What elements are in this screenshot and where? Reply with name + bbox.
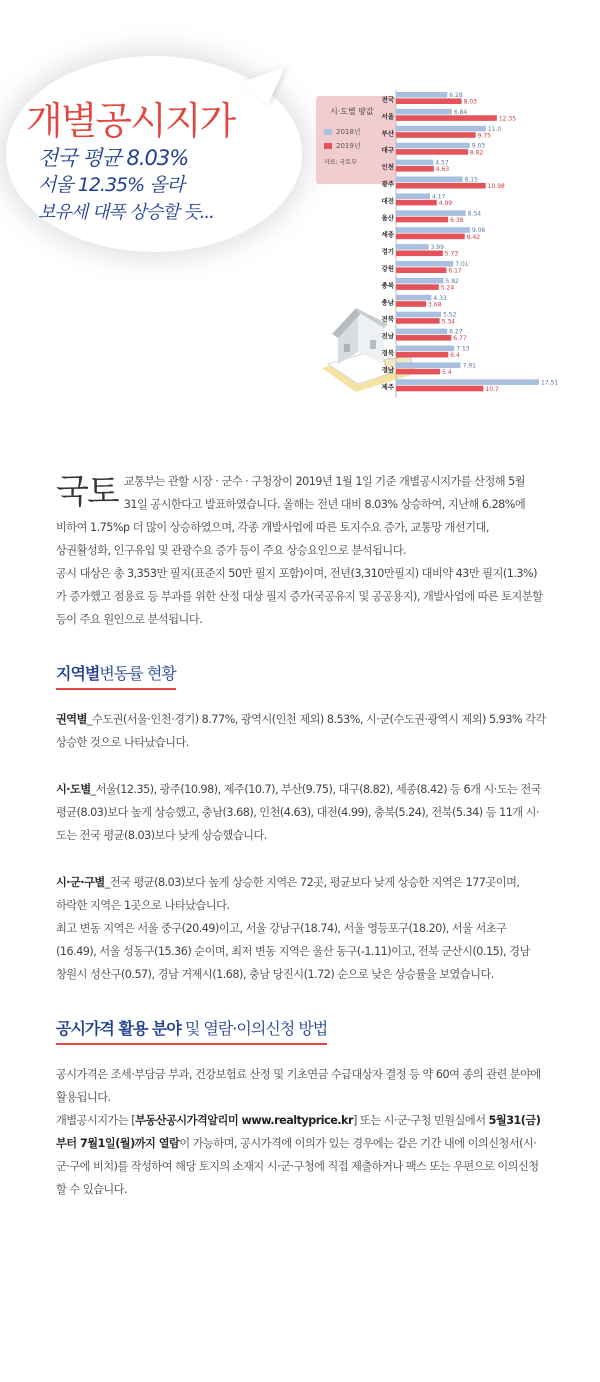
category-label: 서울 bbox=[381, 112, 394, 121]
bar-2018 bbox=[396, 109, 452, 115]
bar-2018 bbox=[396, 160, 433, 166]
label-by-province: 시·도별 bbox=[56, 783, 91, 796]
value-label-2019: 4.63 bbox=[435, 166, 450, 174]
bar-2019 bbox=[396, 132, 476, 138]
text-by-province: _서울(12.35), 광주(10.98), 제주(10.7), 부산(9.75), 대구(8.82), 세종(8.42) 등 6개 시·도는 전국 평균(8.03)보다 높게 상승했고, 충남(3.68), 인천(4.63), 대전(4.99), 충북(5.24), 전북(5.34) 등 11개 시·도는 전국 평균(8.03)보다 낮게 상승했습니다. bbox=[56, 783, 542, 842]
value-label-2018: 4.57 bbox=[435, 159, 449, 167]
section-title-usage-rest: 및 열람·이의신청 방법 bbox=[180, 1019, 328, 1038]
value-label-2019: 10.7 bbox=[485, 385, 499, 393]
hero-subtitle-tax: 보유세 대폭 상승할 듯... bbox=[38, 202, 214, 223]
inspection-period: 5월31(금)부터 7월1일(월)까지 열람 bbox=[56, 1114, 541, 1150]
value-label-2018: 7.13 bbox=[456, 345, 470, 353]
hero-title: 개별공시지가 bbox=[26, 99, 235, 143]
bar-2019 bbox=[396, 149, 468, 155]
inspection-text-c: ] 또는 시·군·구청 민원실에서 bbox=[353, 1114, 489, 1127]
bar-2019 bbox=[396, 369, 440, 375]
value-label-2019: 12.35 bbox=[498, 115, 517, 123]
bar-2018 bbox=[396, 126, 486, 132]
value-label-2019: 4.99 bbox=[438, 200, 453, 207]
category-label: 부산 bbox=[381, 129, 394, 138]
value-label-2018: 6.28 bbox=[449, 92, 463, 99]
section-title-usage-bold: 공시가격 활용 분야 bbox=[56, 1019, 181, 1038]
lead-paragraph bbox=[56, 470, 546, 562]
region-bar-chart bbox=[0, 0, 600, 440]
bar-2018 bbox=[396, 329, 447, 335]
bar-2019 bbox=[396, 217, 448, 223]
lead-text: 교통부는 관할 시장 · 군수 · 구청장이 2019년 1월 1일 기준 개별공시지가를 산정해 5월 31일 공시한다고 발표하였습니다. 올해는 전년 대비 8.03% 상승하여, 지난해 6.28%에 비하여 1.75%p 더 많이 상승하였으며, 각종 개발사업에 따른 토지수요 증가, 교통망 개선기대, 상권활성화, 인구유입 및 관광수요 증가 등이 주요 상승요인으로 분석됩니다. bbox=[56, 475, 526, 557]
value-label-2018: 6.27 bbox=[449, 328, 463, 336]
value-label-2019: 5.4 bbox=[442, 369, 452, 376]
value-label-2018: 17.51 bbox=[541, 379, 559, 387]
value-label-2019: 5.73 bbox=[444, 250, 459, 258]
value-label-2019: 8.42 bbox=[466, 233, 481, 241]
value-label-2018: 8.54 bbox=[467, 210, 482, 218]
value-label-2019: 5.34 bbox=[441, 318, 455, 326]
paragraph-by-district bbox=[56, 871, 546, 917]
paragraph-by-province bbox=[56, 778, 546, 847]
value-label-2018: 6.84 bbox=[453, 108, 468, 116]
value-label-2018: 11.0 bbox=[487, 125, 502, 133]
bar-2019 bbox=[396, 284, 439, 290]
value-label-2018: 9.03 bbox=[471, 142, 486, 150]
value-label-2018: 7.91 bbox=[462, 362, 476, 370]
value-label-2018: 7.01 bbox=[455, 261, 469, 268]
inspection-text-e: 이 가능하며, 공시가격에 이의가 있는 경우에는 같은 기간 내에 이의신청서(시·군·구에 비치)를 작성하여 해당 토지의 소재지 시·군·구청에 직접 제출하거나 팩스 또는 우편으로 이의신청 할 수 있습니다. bbox=[56, 1137, 539, 1196]
section-title-regional-rest: 변동률 현황 bbox=[99, 664, 176, 683]
text-by-district: _전국 평균(8.03)보다 높게 상승한 지역은 72곳, 평균보다 낮게 상승한 지역은 177곳이며, 하락한 지역은 1곳으로 나타났습니다. bbox=[56, 876, 520, 912]
text-by-zone: _수도권(서울·인천·경기) 8.77%, 광역시(인천 제외) 8.53%, 시·군(수도권·광역시 제외) 5.93% 각각 상승한 것으로 나타났습니다. bbox=[56, 713, 546, 749]
inspection-text-a: 개별공시지가는 [ bbox=[56, 1114, 136, 1127]
bar-2018 bbox=[396, 362, 461, 368]
bar-2018 bbox=[396, 278, 444, 284]
bar-2018 bbox=[396, 193, 430, 199]
value-label-2019: 6.4 bbox=[450, 352, 460, 360]
value-label-2019: 8.82 bbox=[470, 149, 484, 157]
value-label-2018: 8.15 bbox=[464, 176, 478, 184]
bar-2019 bbox=[396, 318, 440, 324]
value-label-2019: 3.68 bbox=[428, 301, 442, 309]
category-label: 전남 bbox=[381, 332, 394, 341]
bar-2018 bbox=[396, 295, 431, 301]
lead-paragraph-2: 공시 대상은 총 3,353만 필지(표준지 50만 필지 포함)이며, 전년(3,310만필지) 대비약 43만 필지(1.3%)가 증가했고 점용료 등 부과를 위한 산정 대상 필지 증가(국공유지 및 공공용지), 개발사업에 따른 토지분할 등이 주요 원인으로 분석됩니다. bbox=[56, 567, 543, 626]
value-label-2019: 5.24 bbox=[440, 284, 455, 292]
bar-2019 bbox=[396, 183, 486, 189]
hero-subtitle-national: 전국 평균 8.03% bbox=[38, 146, 189, 170]
category-label: 충남 bbox=[381, 298, 394, 307]
category-label: 전북 bbox=[381, 315, 394, 324]
category-label: 광주 bbox=[381, 180, 394, 188]
paragraph-by-zone bbox=[56, 708, 546, 754]
value-label-2018: 4.17 bbox=[432, 193, 446, 201]
category-label: 인천 bbox=[381, 163, 394, 172]
value-label-2018: 5.82 bbox=[445, 277, 459, 285]
value-label-2018: 9.06 bbox=[471, 227, 486, 235]
category-label: 강원 bbox=[381, 264, 394, 273]
bar-2019 bbox=[396, 98, 462, 104]
value-label-2019: 6.17 bbox=[448, 267, 462, 275]
category-label: 경북 bbox=[381, 349, 394, 357]
bar-2018 bbox=[396, 244, 429, 250]
section-title-usage bbox=[56, 1016, 327, 1045]
legend-label-2019: 2019년 bbox=[336, 142, 361, 150]
bar-2019 bbox=[396, 267, 446, 273]
hero-section bbox=[0, 0, 600, 440]
value-label-2019: 9.75 bbox=[477, 132, 491, 140]
bar-2018 bbox=[396, 312, 441, 318]
bar-2019 bbox=[396, 251, 443, 257]
value-label-2019: 8.03 bbox=[463, 98, 477, 106]
category-label: 제주 bbox=[381, 382, 394, 391]
value-label-2019: 10.98 bbox=[487, 183, 505, 191]
value-label-2019: 6.77 bbox=[453, 335, 467, 343]
bar-2018 bbox=[396, 346, 454, 352]
category-label: 대구 bbox=[381, 146, 394, 155]
legend-label-2018: 2018년 bbox=[336, 128, 361, 136]
section-title-regional bbox=[56, 661, 176, 690]
bar-2018 bbox=[396, 379, 539, 385]
category-label: 세종 bbox=[381, 230, 394, 239]
value-label-2018: 4.33 bbox=[433, 294, 447, 302]
value-label-2018: 5.52 bbox=[443, 311, 457, 319]
bar-2019 bbox=[396, 352, 448, 358]
paragraph-extremes: 최고 변동 지역은 서울 중구(20.49)이고, 서울 강남구(18.74), 서울 영등포구(18.20), 서울 서초구(16.49), 서울 성동구(15.36) 순이며, 최저 변동 지역은 울산 동구(-1.11)이고, 전북 군산시(0.15), 경남 창원시 성산구(0.57), 경남 거제시(1.68), 충남 당진시(1.72) 순으로 낮은 상승률을 보였습니다. bbox=[56, 922, 530, 981]
category-label: 경남 bbox=[381, 365, 394, 374]
realtyprice-link-text: 부동산공시가격알리미 www.realtyprice.kr bbox=[135, 1114, 354, 1127]
value-label-2018: 3.99 bbox=[430, 244, 444, 252]
bar-2019 bbox=[396, 166, 434, 172]
section-title-regional-bold: 지역별 bbox=[56, 664, 100, 683]
article-body bbox=[56, 470, 546, 1201]
bar-2019 bbox=[396, 301, 426, 307]
bar-2018 bbox=[396, 227, 470, 233]
category-label: 전국 bbox=[381, 95, 394, 104]
bar-2018 bbox=[396, 177, 463, 183]
bar-2019 bbox=[396, 234, 465, 240]
bar-2018 bbox=[396, 261, 453, 267]
bar-2019 bbox=[396, 386, 483, 392]
bar-2019 bbox=[396, 200, 437, 206]
value-label-2019: 6.38 bbox=[450, 216, 464, 224]
chart-marks bbox=[380, 92, 558, 393]
legend-title: 시·도별 땅값 bbox=[330, 107, 374, 116]
hero-subtitle-seoul: 서울 12.35% 올라 bbox=[38, 174, 184, 196]
bar-2018 bbox=[396, 143, 470, 149]
paragraph-inspection bbox=[56, 1109, 546, 1201]
label-by-zone: 권역별 bbox=[56, 713, 87, 726]
category-label: 대전 bbox=[381, 196, 394, 205]
bar-2018 bbox=[396, 92, 447, 98]
bar-2018 bbox=[396, 210, 466, 216]
legend-source: 자료: 국토부 bbox=[324, 159, 357, 166]
label-by-district: 시·군·구별 bbox=[56, 876, 105, 889]
bar-2019 bbox=[396, 115, 497, 121]
dropcap: 국토 bbox=[56, 472, 118, 512]
paragraph-usage: 공시가격은 조세·부담금 부과, 건강보험료 산정 및 기초연금 수급대상자 결정 등 약 60여 종의 관련 분야에 활용됩니다. bbox=[56, 1068, 541, 1104]
category-label: 충북 bbox=[381, 281, 394, 290]
category-label: 울산 bbox=[381, 213, 394, 222]
bar-2019 bbox=[396, 335, 451, 341]
category-label: 경기 bbox=[381, 247, 394, 256]
